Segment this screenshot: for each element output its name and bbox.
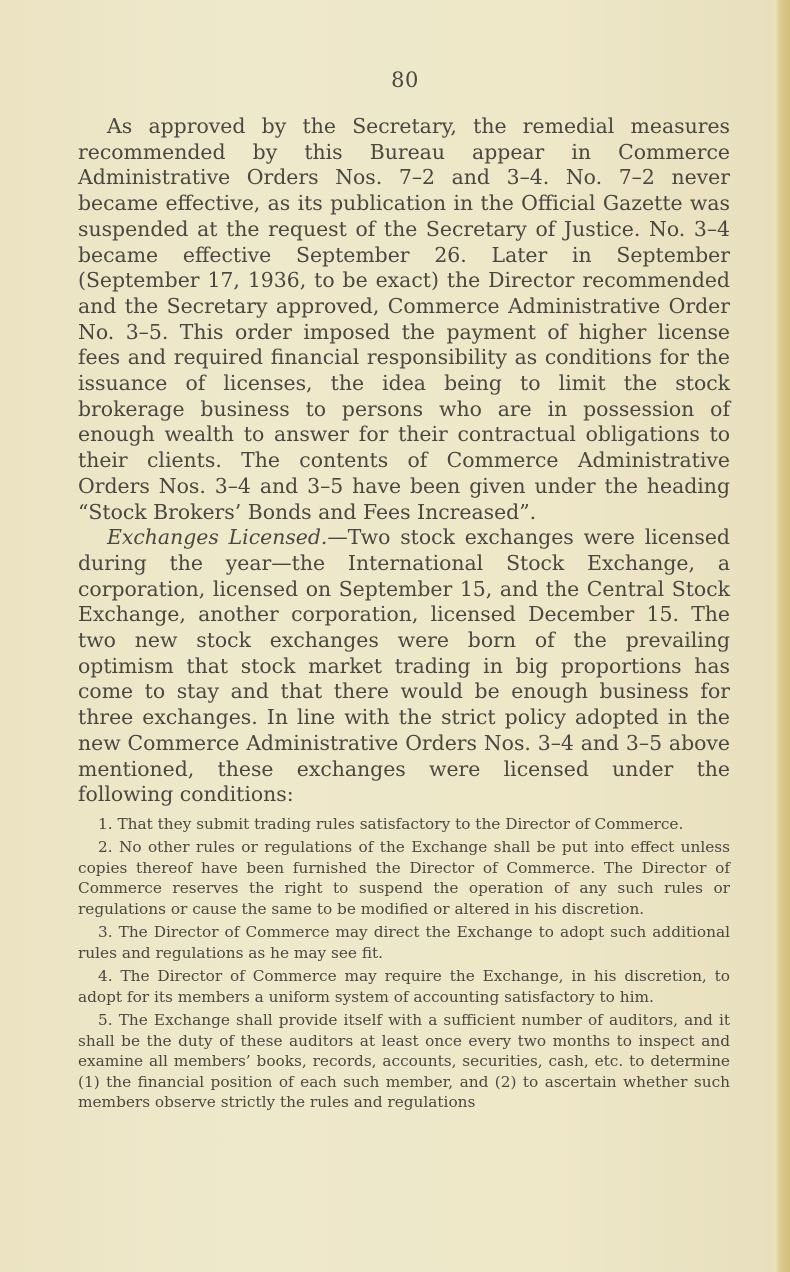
condition-item: 2. No other rules or regulations of the Exchange shall be put into effect unless copies thereof have been furnished the Director of Commerce. The Director of Commerce reserves the right to suspend the operation of any such rules or regulations or cause the same to be modified or altered in his discretion. [78, 838, 730, 918]
section-heading: Exchanges Licensed. [107, 525, 328, 550]
condition-item: 3. The Director of Commerce may direct the Exchange to adopt such additional rules and regulations as he may see fit. [78, 923, 730, 962]
page-number: 80 [391, 68, 419, 92]
condition-item: 1. That they submit trading rules satisfactory to the Director of Commerce. [98, 814, 684, 833]
page-edge [774, 0, 790, 1272]
section-text: —Two stock exchanges were licensed during the year—the International Stock Exchange, a corporation, licensed on September 15, and the Central Stock Exchange, another corporation, licensed December 15. The two new stock exchanges were born of the prevailing optimism that stock market trading in big proportions has come to stay and that there would be enough business for three exchanges. In line with the strict policy adopted in the new Commerce Administrative Orders Nos. 3–4 and 3–5 above mentioned, these exchanges were licensed under the following conditions: [78, 525, 730, 807]
condition-item: 5. The Exchange shall provide itself with a sufficient number of auditors, and it shall be the duty of these auditors at least once every two months to inspect and examine all members’ books, records, accounts, securities, cash, etc. to determine (1) the financial position of each such member, and (2) to ascertain whether such members observe strictly the rules and regulations [78, 1011, 730, 1112]
section-paragraph [78, 525, 730, 808]
conditions-list [78, 814, 730, 1113]
paragraph: As approved by the Secretary, the remedial measures recommended by this Bureau appear in Commerce Administrative Orders Nos. 7–2 and 3–4. No. 7–2 never became effective, as its publication in the Official Gazette was suspended at the request of the Secretary of Justice. No. 3–4 became effective September 26. Later in September (September 17, 1936, to be exact) the Director recommended and the Secretary approved, Commerce Administrative Order No. 3–5. This order imposed the payment of higher license fees and required financial responsibility as conditions for the issuance of licenses, the idea being to limit the stock brokerage business to persons who are in possession of enough wealth to answer for their contractual obligations to their clients. The contents of Commerce Administrative Orders Nos. 3–4 and 3–5 have been given under the heading “Stock Brokers’ Bonds and Fees Increased”. [78, 114, 730, 524]
body-text [78, 114, 730, 1116]
condition-item: 4. The Director of Commerce may require the Exchange, in his discretion, to adopt for its members a uniform system of accounting satisfactory to him. [78, 967, 730, 1006]
